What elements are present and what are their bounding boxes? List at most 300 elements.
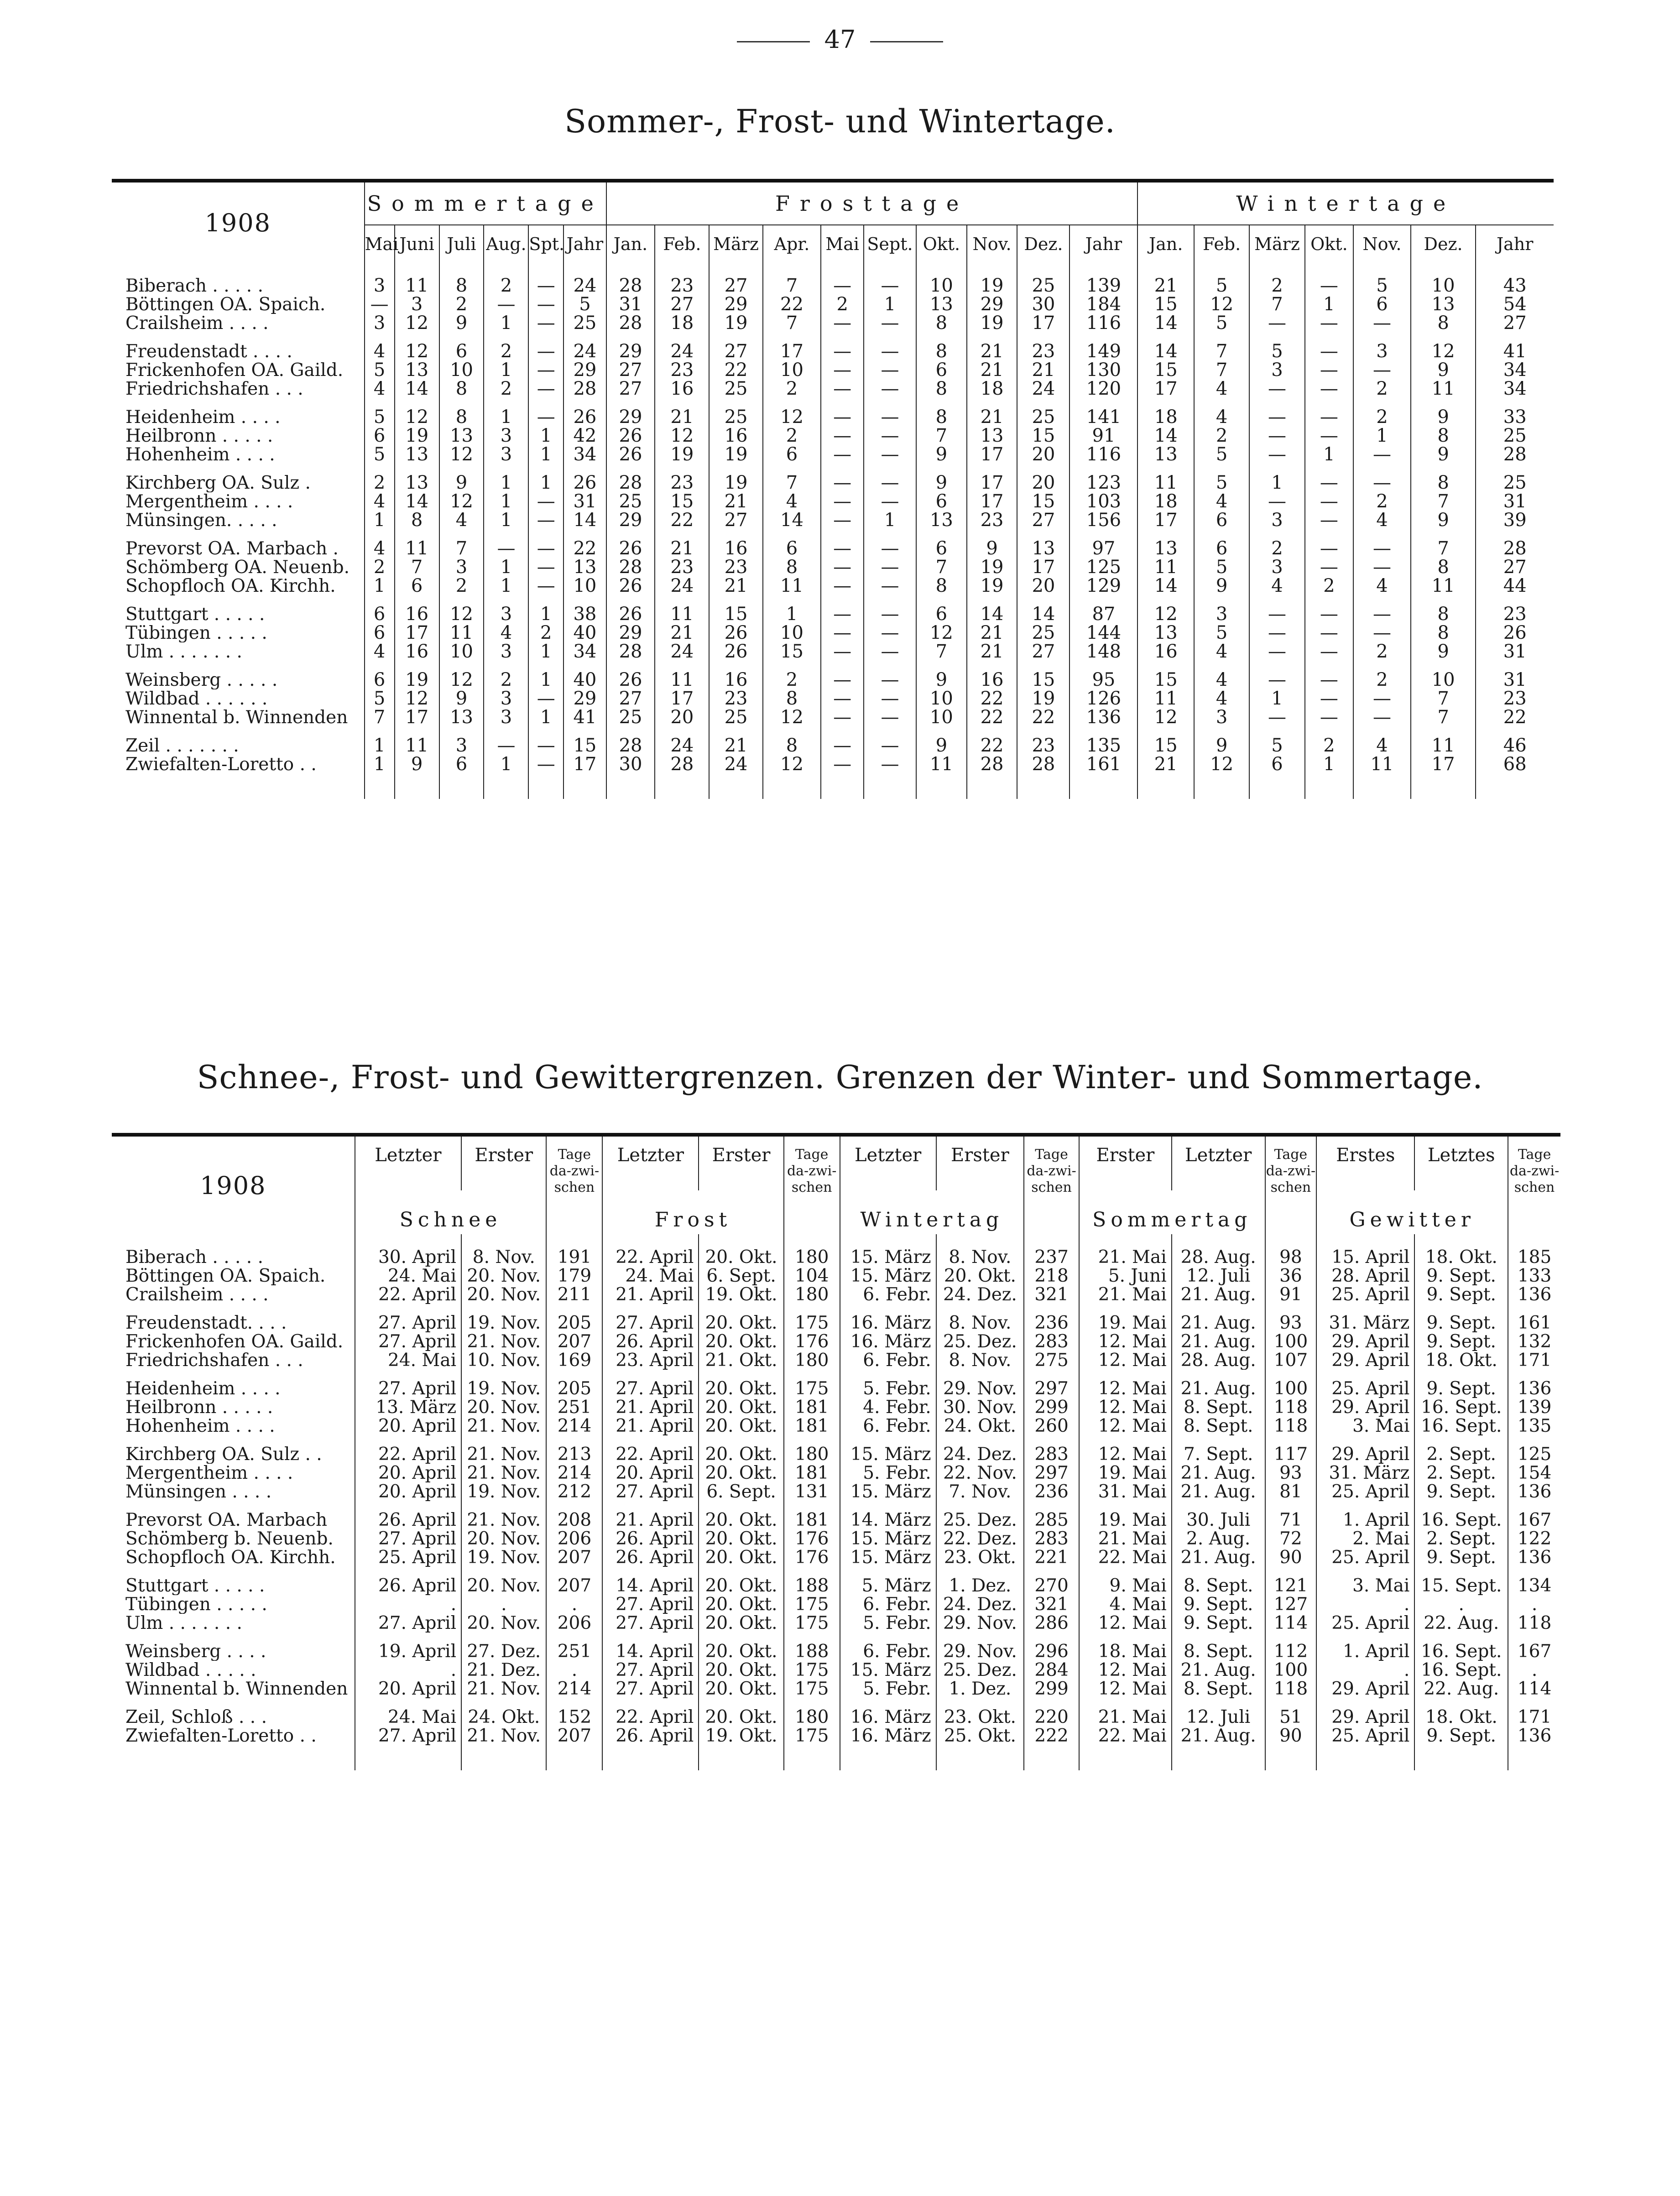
value-cell: 2 xyxy=(1305,736,1353,755)
value-cell: 8. Sept. xyxy=(1172,1417,1265,1435)
value-cell: 15 xyxy=(763,642,821,661)
gap-cell xyxy=(916,530,967,539)
value-cell: 19. Nov. xyxy=(461,1548,546,1567)
gap-cell xyxy=(1414,1501,1508,1511)
value-cell: 12 xyxy=(1137,708,1194,727)
gap-cell xyxy=(936,1633,1024,1642)
value-cell: 20. Okt. xyxy=(699,1511,783,1529)
value-cell: 21. Nov. xyxy=(461,1727,546,1745)
value-cell: 3 xyxy=(484,427,528,445)
value-cell: — xyxy=(1305,511,1353,530)
value-cell: 98 xyxy=(1265,1248,1317,1267)
value-cell: 19. Okt. xyxy=(699,1285,783,1304)
value-cell: 27. April xyxy=(355,1332,462,1351)
spacer-cell xyxy=(936,1234,1024,1248)
value-cell: 2. Aug. xyxy=(1172,1529,1265,1548)
value-cell: 90 xyxy=(1265,1548,1317,1567)
table-row xyxy=(112,380,1554,398)
value-cell: 28. April xyxy=(1316,1267,1414,1285)
table-row xyxy=(112,605,1554,624)
value-cell: — xyxy=(864,380,916,398)
value-cell: 4 xyxy=(365,342,395,361)
value-cell: — xyxy=(1305,361,1353,380)
value-cell: 4 xyxy=(1194,642,1249,661)
table-row xyxy=(112,295,1554,314)
value-cell: 207 xyxy=(546,1727,602,1745)
value-cell: — xyxy=(864,427,916,445)
spacer-cell xyxy=(1079,1234,1172,1248)
value-cell: 29. Nov. xyxy=(936,1614,1024,1633)
value-cell: 12 xyxy=(395,689,439,708)
value-cell: 6 xyxy=(365,605,395,624)
days-between-header: Tage da-zwi-schen xyxy=(1265,1135,1317,1234)
sommer-month-header: Jahr xyxy=(563,225,606,263)
value-cell: 13 xyxy=(439,427,484,445)
value-cell: 132 xyxy=(1508,1332,1560,1351)
value-cell: 5. Juni xyxy=(1079,1267,1172,1285)
value-cell: 41 xyxy=(563,708,606,727)
sommer-month-header: Spt. xyxy=(528,225,563,263)
value-cell: 21. Aug. xyxy=(1172,1464,1265,1482)
value-cell: — xyxy=(821,671,864,689)
gap-cell xyxy=(365,398,395,408)
value-cell: 8. Sept. xyxy=(1172,1576,1265,1595)
value-cell: 20. Okt. xyxy=(699,1614,783,1633)
value-cell: 2 xyxy=(1353,671,1411,689)
value-cell: 9. Sept. xyxy=(1414,1314,1508,1332)
gap-cell xyxy=(528,333,563,342)
value-cell: 29. Nov. xyxy=(936,1379,1024,1398)
gap-cell xyxy=(1070,464,1137,474)
value-cell: 46 xyxy=(1476,736,1554,755)
value-cell: 25. April xyxy=(1316,1482,1414,1501)
gap-cell xyxy=(1194,530,1249,539)
value-cell: 24. Mai xyxy=(355,1267,462,1285)
value-cell: 19 xyxy=(967,577,1017,595)
gap-cell xyxy=(1079,1633,1172,1642)
value-cell: 27 xyxy=(709,342,762,361)
value-cell: 22. Nov. xyxy=(936,1464,1024,1482)
value-cell: 23. April xyxy=(602,1351,699,1370)
table1-year: 1908 xyxy=(112,181,365,263)
value-cell: 6 xyxy=(916,539,967,558)
value-cell: — xyxy=(528,558,563,577)
value-cell: 7 xyxy=(1194,361,1249,380)
value-cell: 12. Mai xyxy=(1079,1351,1172,1370)
gap-cell xyxy=(112,1633,355,1642)
gap-cell xyxy=(1508,1370,1560,1379)
value-cell: 22. Dez. xyxy=(936,1529,1024,1548)
station-name: Stuttgart . . . . . xyxy=(125,605,265,624)
value-cell: 22 xyxy=(1476,708,1554,727)
value-cell: 149 xyxy=(1070,342,1137,361)
value-cell: — xyxy=(864,314,916,333)
value-cell: 23 xyxy=(1476,689,1554,708)
value-cell: 297 xyxy=(1024,1464,1079,1482)
value-cell: — xyxy=(528,408,563,427)
value-cell: 131 xyxy=(784,1482,840,1501)
value-cell: 27. April xyxy=(602,1482,699,1501)
value-cell: 8 xyxy=(439,408,484,427)
value-cell: 19. Mai xyxy=(1079,1464,1172,1482)
table-row xyxy=(112,1576,1560,1595)
spacer-cell xyxy=(439,263,484,276)
gap-cell xyxy=(916,727,967,736)
gap-cell xyxy=(1316,1501,1414,1511)
table-row xyxy=(112,1482,1560,1501)
value-cell: 2 xyxy=(365,474,395,492)
value-cell: — xyxy=(864,708,916,727)
value-cell: 16 xyxy=(709,427,762,445)
value-cell: — xyxy=(821,445,864,464)
value-cell: 212 xyxy=(546,1482,602,1501)
table1-title: Sommer-, Frost- und Wintertage. xyxy=(564,103,1116,140)
gap-cell xyxy=(1070,595,1137,605)
value-cell: 19 xyxy=(967,558,1017,577)
value-cell: 4 xyxy=(1249,577,1304,595)
gap-cell xyxy=(763,530,821,539)
value-cell: 297 xyxy=(1024,1379,1079,1398)
value-cell: 16 xyxy=(709,671,762,689)
gap-cell xyxy=(1137,398,1194,408)
value-cell: 20. Okt. xyxy=(699,1661,783,1680)
value-cell: 2 xyxy=(763,427,821,445)
value-cell: 27. April xyxy=(355,1379,462,1398)
value-cell: 270 xyxy=(1024,1576,1079,1595)
gap-cell xyxy=(1265,1567,1317,1576)
value-cell: 9. Sept. xyxy=(1172,1595,1265,1614)
gap-cell xyxy=(355,1567,462,1576)
gap-cell xyxy=(967,661,1017,671)
value-cell: 28 xyxy=(967,755,1017,774)
value-cell: 114 xyxy=(1508,1680,1560,1698)
value-cell: 17 xyxy=(563,755,606,774)
value-cell: 12 xyxy=(395,408,439,427)
gap-cell xyxy=(355,1370,462,1379)
value-cell: — xyxy=(821,276,864,295)
value-cell: 14 xyxy=(1137,314,1194,333)
station-name: Friedrichshafen . . . xyxy=(125,380,303,398)
station-name: Kirchberg OA. Sulz . xyxy=(125,474,311,492)
gap-cell xyxy=(1172,1435,1265,1445)
value-cell: — xyxy=(864,445,916,464)
gap-cell xyxy=(563,595,606,605)
value-cell: — xyxy=(1353,361,1411,380)
gap-cell xyxy=(709,398,762,408)
value-cell: 15. März xyxy=(840,1445,936,1464)
gap-cell xyxy=(1137,727,1194,736)
table-row xyxy=(112,1595,1560,1614)
value-cell: 9 xyxy=(1194,736,1249,755)
gap-cell xyxy=(967,464,1017,474)
value-cell: 24. Dez. xyxy=(936,1285,1024,1304)
value-cell: 1 xyxy=(484,314,528,333)
value-cell: 27 xyxy=(655,295,709,314)
value-cell: 27. Dez. xyxy=(461,1642,546,1661)
table-row xyxy=(112,1511,1560,1529)
gap-cell xyxy=(484,661,528,671)
value-cell: 29. April xyxy=(1316,1708,1414,1727)
value-cell: 8 xyxy=(1411,558,1476,577)
value-cell: 21. Mai xyxy=(1079,1285,1172,1304)
value-cell: 4 xyxy=(1194,380,1249,398)
value-cell: 221 xyxy=(1024,1548,1079,1567)
value-cell: 2 xyxy=(763,380,821,398)
value-cell: 8 xyxy=(1411,427,1476,445)
gap-cell xyxy=(864,464,916,474)
table-row xyxy=(112,1351,1560,1370)
value-cell: 21 xyxy=(967,342,1017,361)
value-cell: 6 xyxy=(395,577,439,595)
value-cell: — xyxy=(1353,539,1411,558)
spacer-cell xyxy=(1070,263,1137,276)
spacer-cell xyxy=(1137,263,1194,276)
value-cell: 3 xyxy=(484,708,528,727)
gap-cell xyxy=(821,464,864,474)
value-cell: 16. März xyxy=(840,1314,936,1332)
value-cell: 207 xyxy=(546,1576,602,1595)
gap-cell xyxy=(484,464,528,474)
station-name: Freudenstadt . . . . xyxy=(125,342,292,361)
value-cell: 103 xyxy=(1070,492,1137,511)
value-cell: 12 xyxy=(1194,295,1249,314)
station-name: Mergentheim . . . . xyxy=(125,1464,293,1482)
value-cell: 6 xyxy=(916,605,967,624)
value-cell: — xyxy=(864,361,916,380)
value-cell: 184 xyxy=(1070,295,1137,314)
station-name: Prevorst OA. Marbach . xyxy=(125,539,339,558)
value-cell: 3 xyxy=(484,642,528,661)
group-label: Schnee xyxy=(355,1190,547,1234)
gap-cell xyxy=(864,661,916,671)
station-name: Schömberg b. Neuenb. xyxy=(125,1529,334,1548)
value-cell: 167 xyxy=(1508,1511,1560,1529)
value-cell: — xyxy=(365,295,395,314)
value-cell: 3 xyxy=(1249,558,1304,577)
frost-month-header: Feb. xyxy=(655,225,709,263)
value-cell: 21 xyxy=(655,539,709,558)
value-cell: 206 xyxy=(546,1529,602,1548)
value-cell: 8 xyxy=(916,314,967,333)
value-cell: 8. Nov. xyxy=(461,1248,546,1267)
value-cell: 4 xyxy=(439,511,484,530)
value-cell: 26 xyxy=(606,577,655,595)
value-cell: 23 xyxy=(1017,736,1070,755)
value-cell: 175 xyxy=(784,1595,840,1614)
table-row xyxy=(112,736,1554,755)
value-cell: — xyxy=(528,342,563,361)
table-row xyxy=(112,1464,1560,1482)
gap-cell xyxy=(112,398,365,408)
value-cell: 161 xyxy=(1070,755,1137,774)
value-cell: 180 xyxy=(784,1248,840,1267)
value-cell: 122 xyxy=(1508,1529,1560,1548)
group-last-header: Erster xyxy=(936,1135,1024,1190)
value-cell: 148 xyxy=(1070,642,1137,661)
table-row xyxy=(112,1445,1560,1464)
value-cell: — xyxy=(1305,408,1353,427)
value-cell: 1 xyxy=(864,295,916,314)
value-cell: 176 xyxy=(784,1548,840,1567)
group-frosttage: Frosttage xyxy=(606,181,1138,225)
gap-cell xyxy=(1476,595,1554,605)
gap-cell xyxy=(484,398,528,408)
value-cell: 7 xyxy=(365,708,395,727)
value-cell: 25 xyxy=(1017,408,1070,427)
value-cell: 8 xyxy=(1411,474,1476,492)
value-cell: 18 xyxy=(1137,408,1194,427)
value-cell: — xyxy=(528,492,563,511)
value-cell: 17 xyxy=(967,474,1017,492)
group-gap xyxy=(112,1633,1560,1642)
value-cell: 20. Okt. xyxy=(936,1267,1024,1285)
value-cell: 15 xyxy=(655,492,709,511)
station-name: Hohenheim . . . . xyxy=(125,445,275,464)
spacer-cell xyxy=(1265,1745,1317,1770)
value-cell: 2 xyxy=(821,295,864,314)
value-cell: 11 xyxy=(395,736,439,755)
value-cell: 2 xyxy=(1249,276,1304,295)
gap-cell xyxy=(1508,1304,1560,1314)
value-cell: 13 xyxy=(439,708,484,727)
spacer-cell xyxy=(1316,1745,1414,1770)
table-row xyxy=(112,689,1554,708)
gap-cell xyxy=(1017,661,1070,671)
value-cell: 6. Febr. xyxy=(840,1417,936,1435)
value-cell: 4 xyxy=(1194,689,1249,708)
value-cell: 28 xyxy=(606,474,655,492)
value-cell: 321 xyxy=(1024,1285,1079,1304)
value-cell: . xyxy=(546,1661,602,1680)
station-name: Ulm . . . . . . . xyxy=(125,1614,242,1633)
gap-cell xyxy=(1070,530,1137,539)
value-cell: 6 xyxy=(916,361,967,380)
value-cell: 134 xyxy=(1508,1576,1560,1595)
value-cell: 20. Okt. xyxy=(699,1548,783,1567)
spacer-cell xyxy=(936,1745,1024,1770)
spacer-cell xyxy=(1508,1234,1560,1248)
value-cell: 6 xyxy=(916,492,967,511)
spacer-cell xyxy=(1024,1745,1079,1770)
gap-cell xyxy=(112,595,365,605)
value-cell: 222 xyxy=(1024,1727,1079,1745)
value-cell: 24. Okt. xyxy=(461,1708,546,1727)
value-cell: 16 xyxy=(655,380,709,398)
gap-cell xyxy=(365,595,395,605)
gap-cell xyxy=(528,464,563,474)
spacer-cell xyxy=(1017,263,1070,276)
value-cell: 13. März xyxy=(355,1398,462,1417)
value-cell: 25 xyxy=(1476,474,1554,492)
value-cell: 8 xyxy=(1411,605,1476,624)
gap-cell xyxy=(365,727,395,736)
value-cell: 24 xyxy=(709,755,762,774)
value-cell: 29 xyxy=(606,408,655,427)
value-cell: 6. Febr. xyxy=(840,1351,936,1370)
value-cell: 9 xyxy=(916,736,967,755)
spacer-cell xyxy=(112,774,365,799)
group-label: Frost xyxy=(602,1190,783,1234)
value-cell: 29 xyxy=(606,624,655,642)
value-cell: 24 xyxy=(655,736,709,755)
spacer-cell xyxy=(821,774,864,799)
value-cell: 12. Juli xyxy=(1172,1708,1265,1727)
value-cell: 10 xyxy=(439,642,484,661)
gap-cell xyxy=(112,530,365,539)
value-cell: 15 xyxy=(709,605,762,624)
gap-cell xyxy=(784,1567,840,1576)
value-cell: 5 xyxy=(1194,624,1249,642)
value-cell: 9 xyxy=(916,671,967,689)
value-cell: 20. Nov. xyxy=(461,1285,546,1304)
value-cell: 18. Mai xyxy=(1079,1642,1172,1661)
value-cell: 9 xyxy=(395,755,439,774)
value-cell: 27. April xyxy=(602,1680,699,1698)
value-cell: 16. Sept. xyxy=(1414,1642,1508,1661)
gap-cell xyxy=(763,333,821,342)
spacer-cell xyxy=(484,263,528,276)
gap-cell xyxy=(840,1698,936,1708)
value-cell: 27 xyxy=(709,276,762,295)
gap-cell xyxy=(840,1435,936,1445)
value-cell: 9. Sept. xyxy=(1414,1332,1508,1351)
group-last-header: Erster xyxy=(699,1135,783,1190)
value-cell: 22. April xyxy=(602,1248,699,1267)
value-cell: — xyxy=(1305,474,1353,492)
winter-month-header: Feb. xyxy=(1194,225,1249,263)
value-cell: 107 xyxy=(1265,1351,1317,1370)
value-cell: 21. Aug. xyxy=(1172,1548,1265,1567)
value-cell: 15. Sept. xyxy=(1414,1576,1508,1595)
gap-cell xyxy=(546,1633,602,1642)
value-cell: 54 xyxy=(1476,295,1554,314)
value-cell: 25 xyxy=(1017,624,1070,642)
value-cell: 20. Okt. xyxy=(699,1332,783,1351)
value-cell: 43 xyxy=(1476,276,1554,295)
value-cell: 15. März xyxy=(840,1548,936,1567)
value-cell: 29 xyxy=(563,361,606,380)
value-cell: 1 xyxy=(1305,755,1353,774)
value-cell: . xyxy=(1508,1595,1560,1614)
value-cell: 18. Okt. xyxy=(1414,1248,1508,1267)
value-cell: 8 xyxy=(916,342,967,361)
value-cell: — xyxy=(864,624,916,642)
gap-cell xyxy=(563,661,606,671)
value-cell: 12. Juli xyxy=(1172,1267,1265,1285)
spacer-cell xyxy=(784,1745,840,1770)
gap-cell xyxy=(528,661,563,671)
spacer-cell xyxy=(840,1745,936,1770)
value-cell: 21. Aug. xyxy=(1172,1285,1265,1304)
value-cell: 25 xyxy=(1017,276,1070,295)
gap-cell xyxy=(699,1633,783,1642)
value-cell: 175 xyxy=(784,1314,840,1332)
value-cell: 15 xyxy=(563,736,606,755)
value-cell: 33 xyxy=(1476,408,1554,427)
value-cell: 27. April xyxy=(602,1379,699,1398)
table-row xyxy=(112,427,1554,445)
value-cell: 31 xyxy=(1476,671,1554,689)
value-cell: 20. Okt. xyxy=(699,1445,783,1464)
value-cell: 17 xyxy=(967,445,1017,464)
value-cell: 11 xyxy=(655,671,709,689)
spacer-cell xyxy=(395,774,439,799)
value-cell: — xyxy=(864,276,916,295)
gap-cell xyxy=(602,1698,699,1708)
spacer-cell xyxy=(1411,263,1476,276)
value-cell: 6 xyxy=(763,445,821,464)
value-cell: — xyxy=(528,276,563,295)
